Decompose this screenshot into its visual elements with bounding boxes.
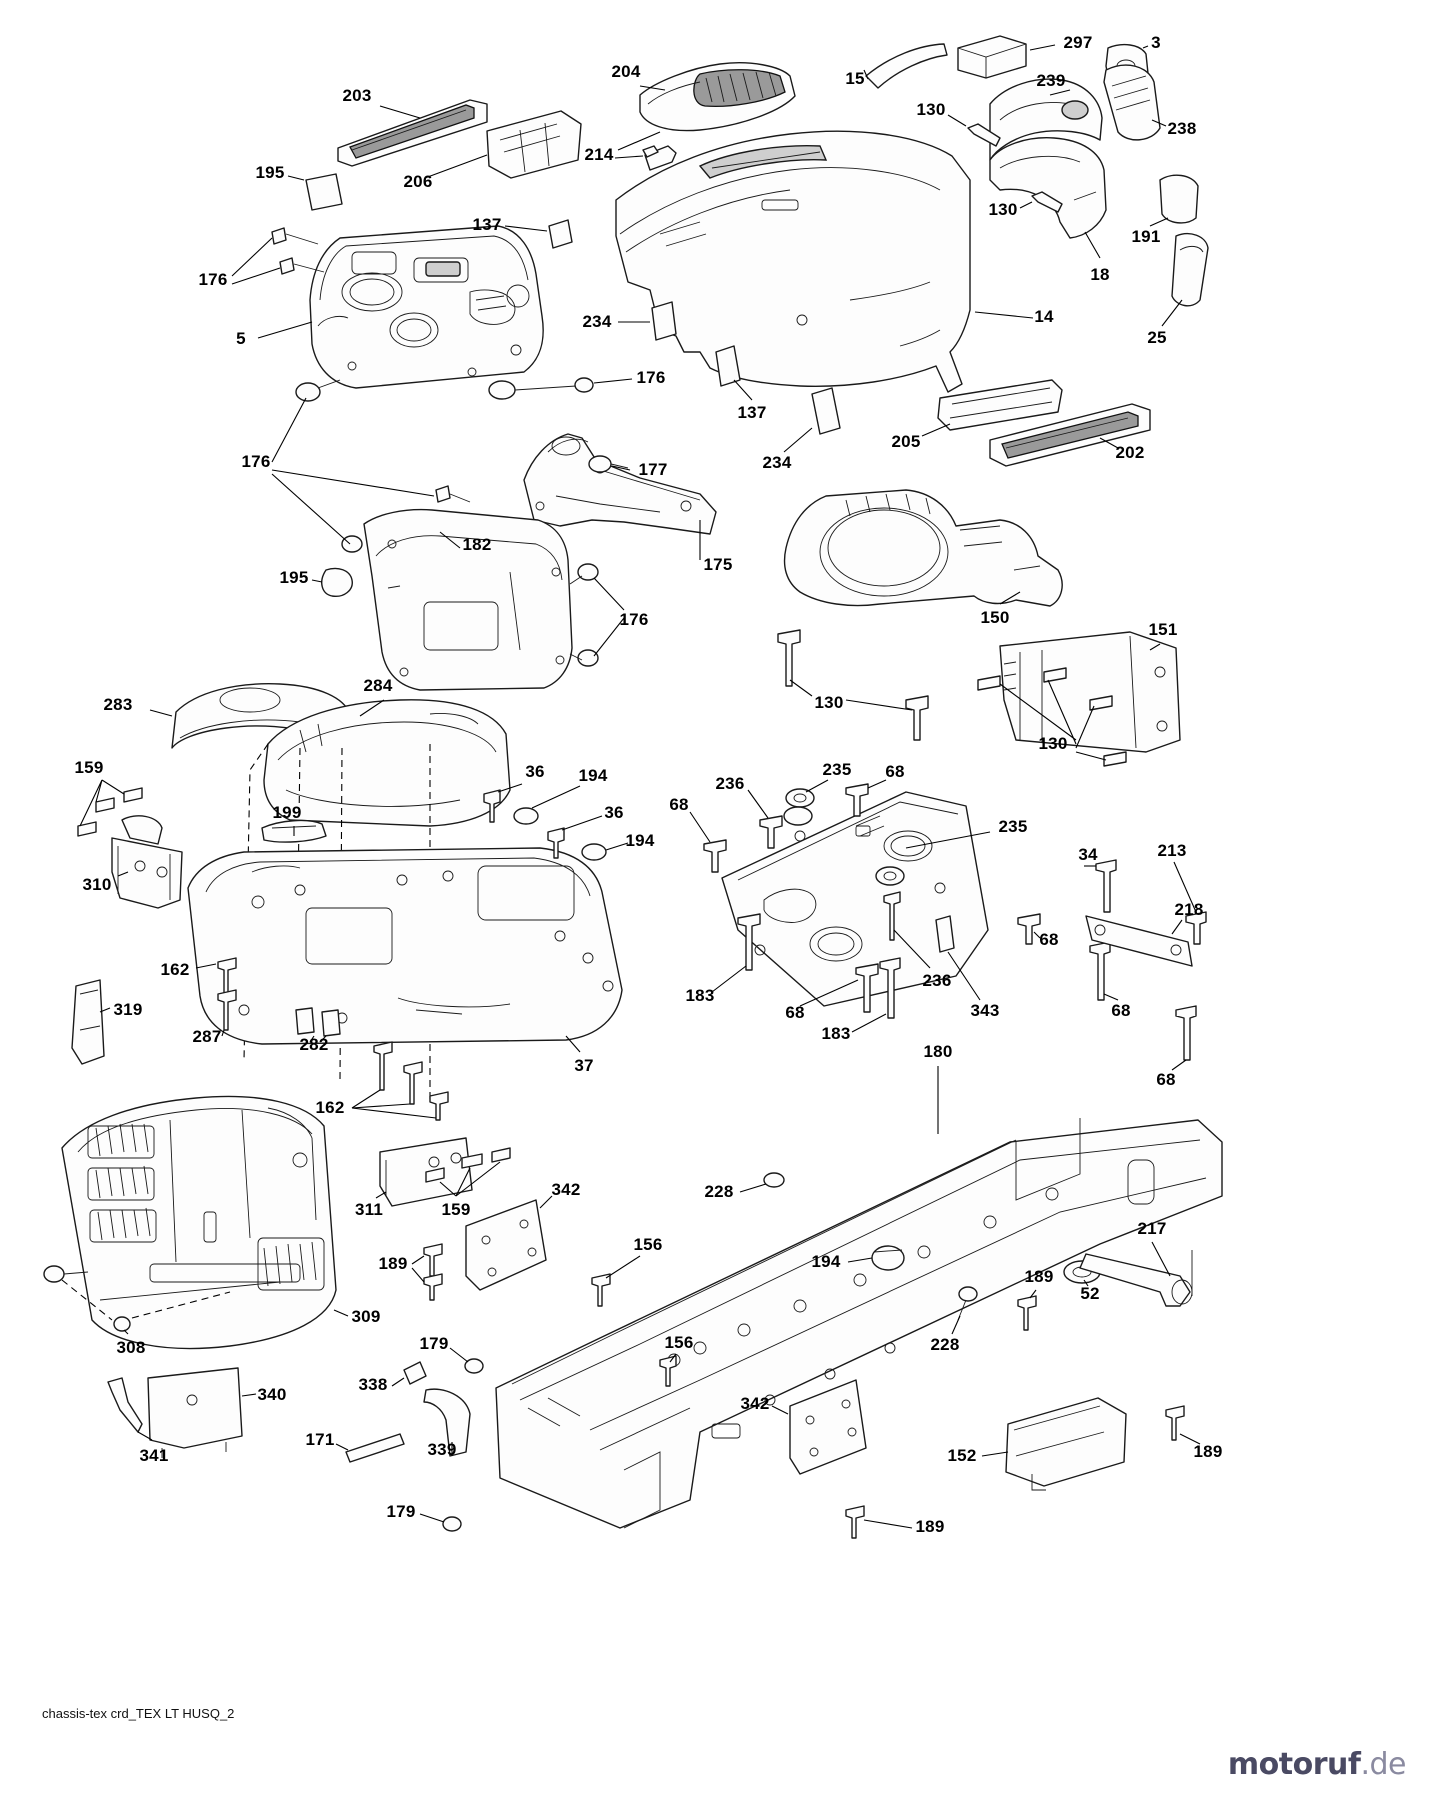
part-34 (1096, 860, 1116, 912)
callout-171: 171 (305, 1430, 335, 1449)
part-204 (640, 63, 795, 131)
part-309 (62, 1096, 336, 1348)
callout-189: 189 (1193, 1442, 1223, 1461)
callout-228: 228 (930, 1335, 960, 1354)
watermark (1228, 1747, 1406, 1782)
callout-156: 156 (664, 1333, 694, 1352)
part-137-a (549, 220, 572, 248)
callout-152: 152 (947, 1446, 977, 1465)
part-341 (108, 1378, 142, 1432)
callout-218: 218 (1174, 900, 1204, 919)
callout-311: 311 (354, 1200, 384, 1219)
part-228-a (764, 1173, 784, 1187)
callout-235: 235 (822, 760, 852, 779)
callout-191: 191 (1131, 227, 1161, 246)
part-151 (1000, 632, 1180, 752)
callout-18: 18 (1090, 265, 1110, 284)
callout-25: 25 (1147, 328, 1167, 347)
callout-179: 179 (419, 1334, 449, 1353)
callout-130: 130 (814, 693, 844, 712)
part-319 (72, 980, 104, 1064)
part-156-a (592, 1274, 610, 1306)
callout-217: 217 (1137, 1219, 1167, 1238)
part-194-a (514, 808, 538, 824)
callout-341: 341 (139, 1446, 169, 1465)
callout-214: 214 (584, 145, 614, 164)
callout-130: 130 (1038, 734, 1068, 753)
part-297 (958, 36, 1026, 78)
callout-137: 137 (737, 403, 767, 422)
callout-238: 238 (1167, 119, 1197, 138)
callout-36: 36 (525, 762, 545, 781)
part-14 (616, 131, 970, 392)
callout-162: 162 (315, 1098, 345, 1117)
callout-194: 194 (811, 1252, 841, 1271)
callout-203: 203 (342, 86, 372, 105)
callout-206: 206 (403, 172, 433, 191)
part-162-b (374, 1042, 448, 1120)
callout-282: 282 (299, 1035, 329, 1054)
part-176-g (570, 564, 598, 666)
part-176-f (342, 536, 362, 552)
callout-205: 205 (891, 432, 921, 451)
part-130-c (778, 630, 800, 686)
callout-176: 176 (619, 610, 649, 629)
callout-156: 156 (633, 1235, 663, 1254)
callout-284: 284 (363, 676, 393, 695)
part-238 (1104, 65, 1160, 140)
callout-194: 194 (625, 831, 655, 850)
callout-228: 228 (704, 1182, 734, 1201)
callout-36: 36 (604, 803, 624, 822)
callout-3: 3 (1151, 33, 1161, 52)
callout-37: 37 (574, 1056, 594, 1075)
callout-308: 308 (116, 1338, 146, 1357)
callout-213: 213 (1157, 841, 1187, 860)
callout-202: 202 (1115, 443, 1145, 462)
callout-183: 183 (821, 1024, 851, 1043)
callout-338: 338 (358, 1375, 388, 1394)
part-68-e (1090, 942, 1110, 1000)
part-194-c (872, 1246, 904, 1270)
callout-14: 14 (1034, 307, 1054, 326)
part-234-a (652, 302, 676, 340)
callout-204: 204 (611, 62, 641, 81)
callout-297: 297 (1063, 33, 1093, 52)
callout-239: 239 (1036, 71, 1066, 90)
callout-177: 177 (638, 460, 668, 479)
callout-5: 5 (236, 329, 246, 348)
part-150 (785, 490, 1063, 606)
part-37 (188, 848, 622, 1044)
callout-194: 194 (578, 766, 608, 785)
callout-339: 339 (427, 1440, 457, 1459)
callout-176: 176 (241, 452, 271, 471)
part-176-c (489, 378, 593, 399)
callout-234: 234 (762, 453, 792, 472)
part-130-d (906, 696, 928, 740)
part-189-d (424, 1244, 442, 1300)
part-189-c (846, 1506, 864, 1538)
part-18 (990, 138, 1106, 238)
part-179-b (443, 1517, 461, 1531)
callout-175: 175 (703, 555, 733, 574)
callout-235: 235 (998, 817, 1028, 836)
part-5 (310, 226, 543, 388)
part-189-a (1018, 1296, 1036, 1330)
callout-150: 150 (980, 608, 1010, 627)
callout-180: 180 (923, 1042, 953, 1061)
callout-195: 195 (279, 568, 309, 587)
callout-189: 189 (378, 1254, 408, 1273)
callout-130: 130 (916, 100, 946, 119)
callout-68: 68 (669, 795, 689, 814)
callout-159: 159 (74, 758, 104, 777)
part-176-e (436, 486, 470, 502)
callout-68: 68 (1111, 1001, 1131, 1020)
watermark-suffix: .de (1360, 1747, 1406, 1782)
part-234-b (812, 388, 840, 434)
part-310 (112, 816, 182, 908)
callout-189: 189 (1024, 1267, 1054, 1286)
part-338 (404, 1362, 426, 1384)
part-206 (487, 111, 581, 178)
part-340 (148, 1368, 242, 1458)
part-15 (866, 44, 947, 88)
part-177 (589, 456, 628, 472)
callout-319: 319 (113, 1000, 143, 1019)
callout-52: 52 (1080, 1284, 1100, 1303)
callout-137: 137 (472, 215, 502, 234)
callout-68: 68 (1156, 1070, 1176, 1089)
part-236-a (760, 816, 782, 848)
callout-182: 182 (462, 535, 492, 554)
part-342-a (466, 1200, 546, 1290)
part-176-d (296, 380, 340, 401)
part-176-a (272, 228, 318, 244)
part-343 (936, 916, 954, 952)
callout-234: 234 (582, 312, 612, 331)
callout-342: 342 (740, 1394, 770, 1413)
part-25 (1172, 234, 1208, 306)
part-342-b (790, 1380, 866, 1474)
callout-151: 151 (1148, 620, 1178, 639)
part-235-a (784, 789, 814, 825)
callout-310: 310 (82, 875, 112, 894)
callout-199: 199 (272, 803, 302, 822)
callout-159: 159 (441, 1200, 471, 1219)
part-180 (496, 1118, 1222, 1528)
callout-130: 130 (988, 200, 1018, 219)
callout-68: 68 (885, 762, 905, 781)
part-68-f (1176, 1006, 1196, 1060)
callout-179: 179 (386, 1502, 416, 1521)
callout-189: 189 (915, 1517, 945, 1536)
callout-195: 195 (255, 163, 285, 182)
part-171 (346, 1434, 404, 1462)
callout-342: 342 (551, 1180, 581, 1199)
part-68-c (1018, 914, 1040, 944)
callout-68: 68 (785, 1003, 805, 1022)
callout-34: 34 (1078, 845, 1098, 864)
callout-162: 162 (160, 960, 190, 979)
part-235-b (876, 867, 904, 885)
callout-183: 183 (685, 986, 715, 1005)
callout-236: 236 (715, 774, 745, 793)
part-68-b (704, 840, 726, 872)
part-191 (1160, 175, 1198, 223)
callout-15: 15 (845, 69, 865, 88)
callout-176: 176 (198, 270, 228, 289)
callout-309: 309 (351, 1307, 381, 1326)
part-203 (338, 100, 487, 166)
callout-283: 283 (103, 695, 133, 714)
part-152 (1006, 1398, 1126, 1490)
callout-340: 340 (257, 1385, 287, 1404)
callout-176: 176 (636, 368, 666, 387)
part-195-b (322, 568, 353, 596)
watermark-main: motoruf (1227, 1747, 1361, 1782)
callout-68: 68 (1039, 930, 1059, 949)
part-195-a (306, 174, 342, 210)
diagram-caption: chassis-tex crd_TEX LT HUSQ_2 (42, 1706, 235, 1721)
callout-287: 287 (192, 1027, 222, 1046)
part-194-b (582, 844, 606, 860)
callout-343: 343 (970, 1001, 1000, 1020)
callout-236: 236 (922, 971, 952, 990)
part-175 (524, 434, 716, 534)
